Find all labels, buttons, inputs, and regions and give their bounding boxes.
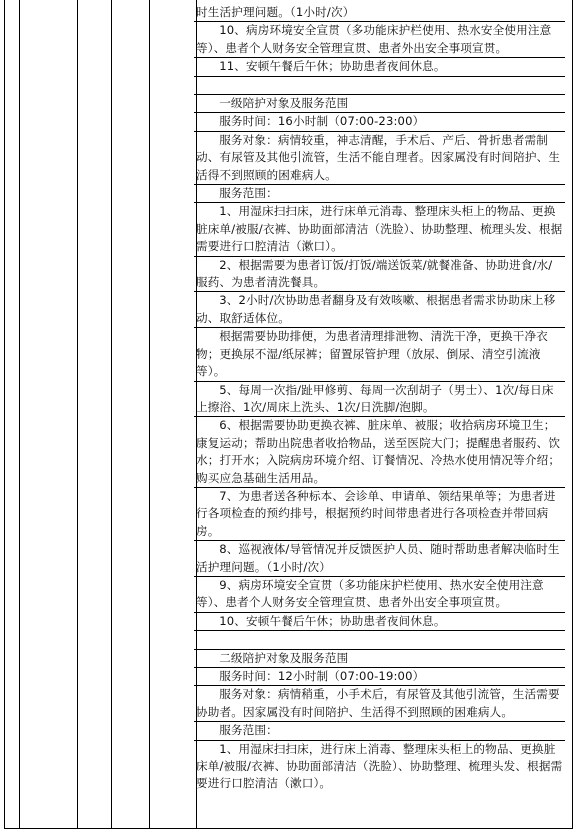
column-divider bbox=[19, 0, 20, 828]
paragraph: 5、每周一次指/趾甲修剪、每周一次刮胡子（男士）、1次/每日床上擦浴、1次/周床上洗头、1次/日洗脚/泡脚。 bbox=[194, 382, 565, 418]
paragraph: 7、为患者送各种标本、会诊单、申请单、领结果单等；为患者进行各项检查的预约排号，根据预约时间带患者进行各项检查并带回病房。 bbox=[194, 488, 565, 541]
paragraph: 根据需要协助排便，为患者清理排泄物、清洗干净，更换干净衣物；更换尿不湿/纸尿裤；留置尿管护理（放尿、倒尿、清空引流液等）。 bbox=[194, 328, 565, 381]
paragraph: 1、用湿床扫扫床，进行床单元消毒、整理床头柜上的物品、更换脏床单/被服/衣裤、协助面部清洁（洗脸）、协助整理、梳理头发、根据需要进行口腔清洁（漱口）。 bbox=[194, 203, 565, 256]
paragraph: 11、安顿午餐后午休；协助患者夜间休息。 bbox=[194, 58, 565, 76]
paragraph: 10、安顿午餐后午休；协助患者夜间休息。 bbox=[194, 613, 565, 631]
paragraph: 服务时间：16小时制（07:00-23:00） bbox=[194, 113, 565, 131]
paragraph: 6、根据需要协助更换衣裤、脏床单、被服；收拾病房环境卫生；康复运动；帮助出院患者收拾物品，送至医院大门；提醒患者服药、饮水；打开水；入院病房环境介绍、订餐情况、冷热水使用情况等介绍；购买应急基础生活用品。 bbox=[194, 417, 565, 488]
column-divider bbox=[77, 0, 78, 828]
paragraph: 时生活护理问题。（1小时/次） bbox=[194, 4, 565, 22]
paragraph: 3、2小时/次协助患者翻身及有效咳嗽、根据患者需求协助床上移动、取舒适体位。 bbox=[194, 292, 565, 328]
paragraph: 服务范围： bbox=[194, 185, 565, 203]
blank-row bbox=[194, 77, 565, 95]
paragraph: 2、根据需要为患者订饭/打饭/端送饭菜/就餐准备、协助进食/水/服药、为患者清洗餐具。 bbox=[194, 257, 565, 293]
paragraph: 10、病房环境安全宣贯（多功能床护栏使用、热水安全使用注意等）、患者个人财务安全管理宣贯、患者外出安全事项宣贯。 bbox=[194, 22, 565, 58]
section-heading: 二级陪护对象及服务范围 bbox=[194, 650, 565, 668]
column-divider bbox=[149, 0, 150, 828]
paragraph: 服务对象：病情稍重，小手术后，有尿管及其他引流管，生活需要协助者。因家属没有时间陪护、生活得不到照顾的困难病人。 bbox=[194, 686, 565, 722]
paragraph: 9、病房环境安全宣贯（多功能床护栏使用、热水安全使用注意等）、患者个人财务安全管理宣贯、患者外出安全事项宣贯。 bbox=[194, 577, 565, 613]
section-heading: 一级陪护对象及服务范围 bbox=[194, 95, 565, 113]
paragraph: 1、用湿床扫扫床，进行床上消毒、整理床头柜上的物品、更换脏床单/被服/衣裤、协助面部清洁（洗脸）、协助整理、梳理头发、根据需要进行口腔清洁（漱口）。 bbox=[196, 741, 563, 791]
paragraph: 服务时间：12小时制（07:00-19:00） bbox=[194, 668, 565, 686]
service-description-cell bbox=[194, 4, 565, 793]
blank-row bbox=[194, 631, 565, 649]
column-divider bbox=[111, 0, 112, 828]
paragraph: 服务对象：病情较重，神志清醒，手术后、产后、骨折患者需制动、有尿管及其他引流管，生活不能自理者。因家属没有时间陪护、生活得不到照顾的困难病人。 bbox=[194, 132, 565, 185]
paragraph: 8、巡视液体/导管情况并反馈医护人员、随时帮助患者解决临时生活护理问题。（1小时/次） bbox=[194, 541, 565, 577]
paragraph: 服务范围： bbox=[194, 722, 565, 740]
